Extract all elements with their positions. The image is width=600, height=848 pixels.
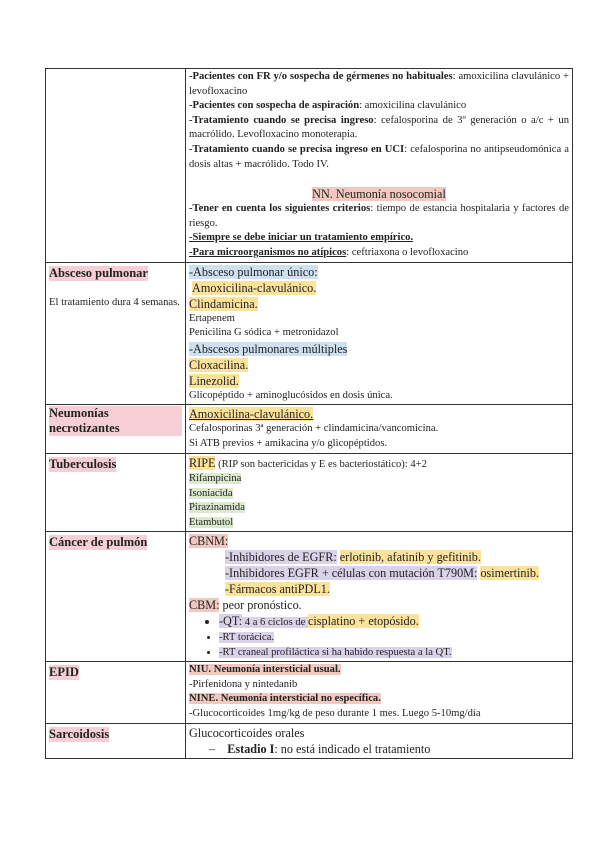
row-tuberculosis xyxy=(46,453,573,532)
p4-bold: -Tratamiento cuando se precisa ingreso en UCI xyxy=(189,143,405,155)
sarcoidosis-title: Sarcoidosis xyxy=(49,726,110,741)
spacer xyxy=(189,172,569,186)
nn3-bold: -Para microorganismos no atípicos xyxy=(189,246,347,258)
cell-necrotizantes-title xyxy=(46,405,186,453)
sarc-line1: Glucocorticoides orales xyxy=(189,725,305,740)
cell-absceso-title xyxy=(46,262,186,405)
tb-drug-3: Pirazinamida xyxy=(189,502,245,514)
cell-neumonia-content xyxy=(186,69,573,263)
cancer-t790-label: -Inhibidores EGFR + células con mutación T790M: xyxy=(225,566,478,581)
p2-rest: : amoxicilina clavulánico xyxy=(359,100,467,112)
cancer-cbm-line xyxy=(189,597,569,613)
cancer-pdl1: -Fármacos antiPDL1. xyxy=(225,582,330,597)
absceso-multiples: -Abscesos pulmonares múltiples xyxy=(189,341,348,356)
necro-line3: Si ATB previos + amikacina y/o glicopéptidos. xyxy=(189,437,388,449)
cancer-cbnm: CBNM: xyxy=(189,534,229,549)
list-item xyxy=(219,613,569,631)
tuberculosis-title: Tuberculosis xyxy=(49,456,117,471)
absceso-penicilina: Penicilina G sódica + metronidazol xyxy=(189,327,339,339)
cell-tuberculosis-title xyxy=(46,453,186,532)
absceso-unico: -Absceso pulmonar único: xyxy=(189,264,318,279)
sarc-estadio-rest: : no está indicado el tratamiento xyxy=(274,741,431,756)
nn3-rest: : ceftriaxona o levofloxacino xyxy=(346,246,469,258)
epid-niu-tx: -Pirfenidona y nintedanib xyxy=(189,678,298,690)
cancer-qt-drugs: cisplatino + etopósido. xyxy=(308,614,419,629)
absceso-cloxa: Cloxacilina. xyxy=(189,357,249,372)
p4 xyxy=(189,143,569,172)
epid-nine: NINE. Neumonía intersticial no específica. xyxy=(189,693,381,705)
necro-amox-line xyxy=(189,406,569,422)
row-cancer xyxy=(46,532,573,662)
absceso-cloxa-line xyxy=(189,357,569,373)
row-necrotizantes xyxy=(46,405,573,453)
cancer-cbm-rest: peor pronóstico. xyxy=(219,598,302,613)
absceso-clinda: Clindamicina. xyxy=(189,296,258,311)
nn-title: NN. Neumonía nosocomial xyxy=(312,187,446,202)
cell-empty xyxy=(46,69,186,263)
row-sarcoidosis xyxy=(46,723,573,758)
cancer-qt-mid: 4 a 6 ciclos de xyxy=(242,617,308,629)
nn2-text: -Siempre se debe iniciar un tratamiento empírico. xyxy=(189,232,414,244)
cancer-rt-craneal: -RT craneal profiláctica si ha habido respuesta a la QT. xyxy=(219,646,452,658)
p1-bold: -Pacientes con FR y/o sospecha de gérmenes no habituales xyxy=(189,71,453,82)
absceso-linezolid-line xyxy=(189,373,569,389)
absceso-glico: Glicopéptido + aminoglucósidos en dosis única. xyxy=(189,389,393,401)
cancer-egfr-label: -Inhibidores de EGFR: xyxy=(225,550,337,565)
epid-nine-line xyxy=(189,692,569,707)
nn1 xyxy=(189,202,569,231)
absceso-amox: Amoxicilina-clavulánico. xyxy=(192,280,317,295)
cancer-rt-toracica: -RT torácica. xyxy=(219,632,275,644)
absceso-ertapenem: Ertapenem xyxy=(189,312,235,324)
nn1-rest: : tiempo de estancia hospitalaria y factores de riesgo. xyxy=(189,203,569,229)
cancer-cbm: CBM: xyxy=(189,598,220,613)
necrotizantes-title: Neumonías necrotizantes xyxy=(49,406,182,436)
nn2 xyxy=(189,231,569,246)
cancer-cbm-list xyxy=(189,613,569,660)
cell-cancer-title xyxy=(46,532,186,662)
spacer xyxy=(49,282,182,296)
tb-drug-1: Rifampicina xyxy=(189,473,242,485)
cell-tuberculosis-content xyxy=(186,453,573,532)
tb-ripe-rest: (RIP son bactericidas y E es bacteriostático): 4+2 xyxy=(215,458,427,470)
nn1-bold: -Tener en cuenta los siguientes criterios xyxy=(189,203,371,215)
p3-rest: : cefalosporina de 3º generación o a/c + un macrólido. Levofloxacino monoterapia. xyxy=(189,114,569,141)
tb-ripe-line xyxy=(189,455,569,473)
epid-niu-line xyxy=(189,663,569,678)
absceso-amox-line xyxy=(189,280,569,296)
tb-drug-2: Isoniacida xyxy=(189,487,233,499)
p1 xyxy=(189,70,569,99)
p2 xyxy=(189,99,569,114)
nn3 xyxy=(189,246,569,261)
list-item xyxy=(219,631,569,646)
p4-rest: : cefalosporina no antipseudomónica a dosis altas + macrólido. Todo IV. xyxy=(189,143,569,170)
epid-nine-tx: -Glucocorticoides 1mg/kg de peso durante 1 mes. Luego 5-10mg/día xyxy=(189,708,481,720)
nn-title-line xyxy=(189,186,569,202)
epid-title: EPID xyxy=(49,665,79,680)
absceso-note: El tratamiento dura 4 semanas. xyxy=(49,296,180,308)
cell-cancer-content xyxy=(186,532,573,662)
cancer-cbnm-line xyxy=(189,533,569,549)
tb-drug-2-line xyxy=(189,487,569,502)
tb-drug-4: Etambutol xyxy=(189,516,234,528)
cancer-pdl1-line xyxy=(189,581,569,597)
cell-epid-content xyxy=(186,662,573,723)
tb-ripe: RIPE xyxy=(189,455,216,470)
cell-epid-title xyxy=(46,662,186,723)
treatment-table xyxy=(45,68,573,759)
cancer-t790-line xyxy=(189,565,569,581)
cell-sarcoidosis-content xyxy=(186,723,573,758)
list-item xyxy=(219,646,569,661)
cell-absceso-content xyxy=(186,262,573,405)
absceso-linezolid: Linezolid. xyxy=(189,373,239,388)
epid-niu: NIU. Neumonía intersticial usual. xyxy=(189,664,341,676)
absceso-unico-line xyxy=(189,264,569,280)
tb-drug-4-line xyxy=(189,516,569,531)
row-neumonia xyxy=(46,69,573,263)
cell-sarcoidosis-title xyxy=(46,723,186,758)
tb-drug-1-line xyxy=(189,472,569,487)
cancer-t790-drug: osimertinib. xyxy=(480,566,540,581)
absceso-clinda-line xyxy=(189,296,569,312)
cancer-qt-label: -QT: xyxy=(219,614,243,629)
tb-drug-3-line xyxy=(189,501,569,516)
cancer-egfr-drugs: erlotinib, afatinib y gefitinib. xyxy=(339,550,481,565)
row-epid xyxy=(46,662,573,723)
necro-amox: Amoxicilina-clavulánico. xyxy=(189,407,314,422)
necro-line2: Cefalosporinas 3ª generación + clindamicina/vancomicina. xyxy=(189,423,439,435)
absceso-title: Absceso pulmonar xyxy=(49,265,148,280)
cancer-egfr-line xyxy=(189,549,569,565)
sarc-estadio-line: – Estadio I: no está indicado el tratamiento xyxy=(209,741,431,756)
p3-bold: -Tratamiento cuando se precisa ingreso xyxy=(189,114,374,126)
sarc-estadio-bold: Estadio I xyxy=(227,741,275,756)
p1-rest: : amoxicilina clavulánico + levofloxacino xyxy=(189,71,569,97)
p3 xyxy=(189,114,569,143)
p2-bold: -Pacientes con sospecha de aspiración xyxy=(189,100,360,112)
cell-necrotizantes-content xyxy=(186,405,573,453)
row-absceso xyxy=(46,262,573,405)
cancer-title: Cáncer de pulmón xyxy=(49,535,148,550)
absceso-multiples-line xyxy=(189,341,569,357)
